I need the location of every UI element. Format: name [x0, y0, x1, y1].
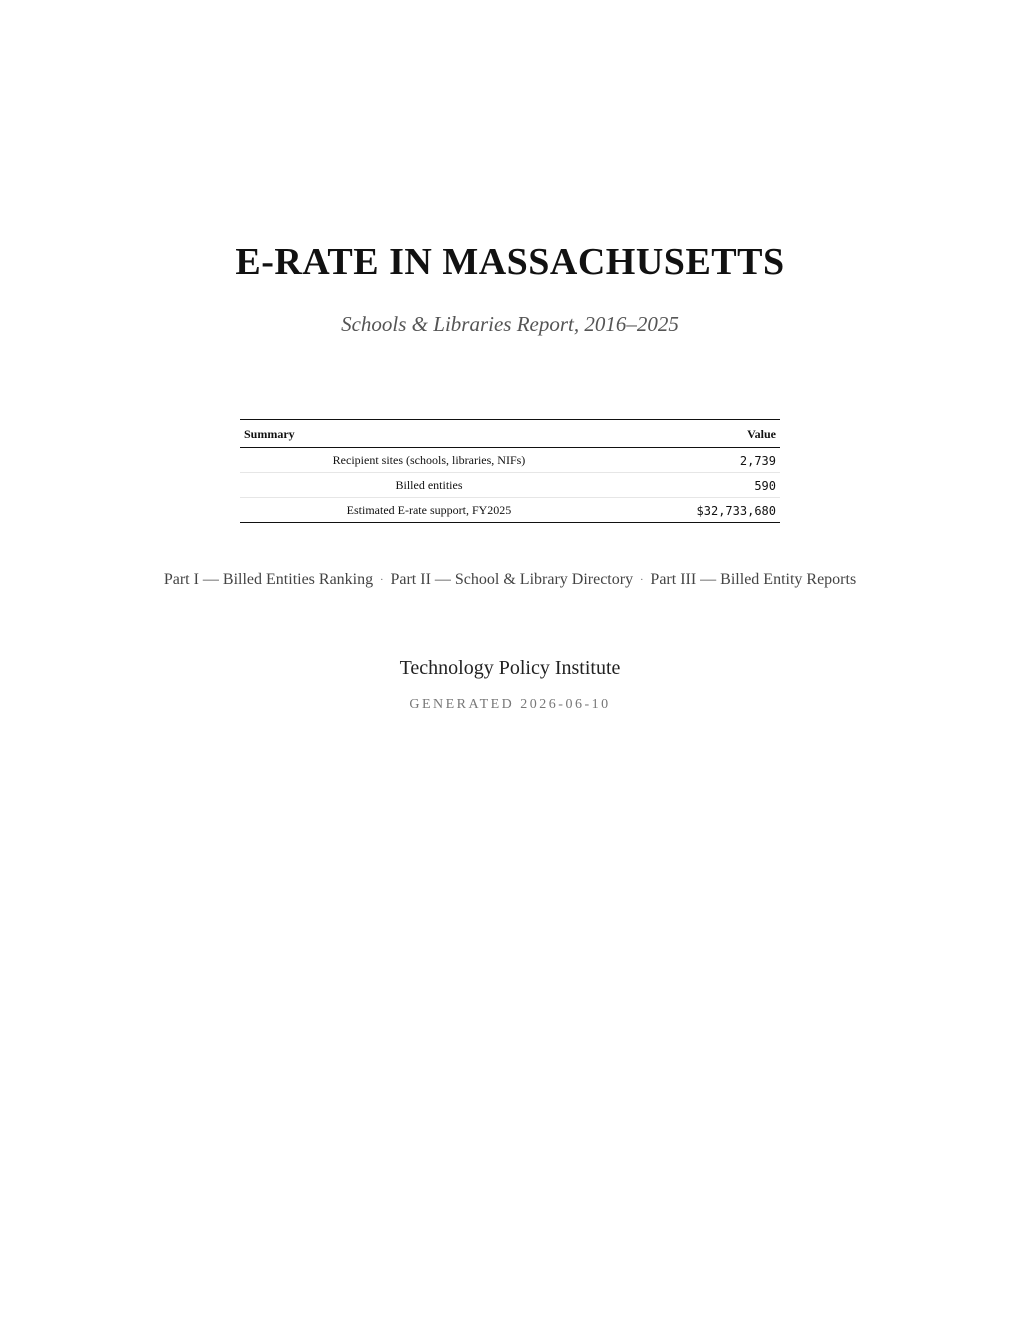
generated-date: GENERATED 2026-06-10: [409, 697, 611, 712]
summary-row-billed-entities: [240, 473, 780, 498]
summary-row-value: $32,733,680: [696, 503, 776, 518]
part-1-link: Part I — Billed Entities Ranking: [163, 571, 374, 588]
summary-row-estimated-support: [240, 498, 780, 523]
separator-dot: ·: [640, 574, 644, 586]
part-2-link: Part II — School & Library Directory: [390, 571, 634, 588]
summary-header-label: Summary: [240, 420, 618, 448]
report-title: E-RATE IN MASSACHUSETTS: [235, 241, 785, 283]
separator-dot: ·: [380, 574, 384, 586]
summary-table: [240, 419, 780, 523]
summary-row-value: 2,739: [618, 448, 780, 473]
organization-name: Technology Policy Institute: [399, 657, 621, 679]
summary-row-label: Billed entities: [240, 473, 618, 498]
summary-row-label: Recipient sites (schools, libraries, NIFs): [240, 448, 618, 473]
summary-header-row: [240, 420, 780, 448]
part-3-link: Part III — Billed Entity Reports: [650, 571, 857, 588]
summary-row-label: Estimated E-rate support, FY2025: [346, 503, 512, 517]
summary-row-value: 590: [618, 473, 780, 498]
summary-header-value: Value: [618, 420, 780, 448]
parts-navigation: [0, 571, 1020, 589]
report-subtitle: Schools & Libraries Report, 2016–2025: [341, 312, 679, 336]
summary-row-recipient-sites: [240, 448, 780, 473]
